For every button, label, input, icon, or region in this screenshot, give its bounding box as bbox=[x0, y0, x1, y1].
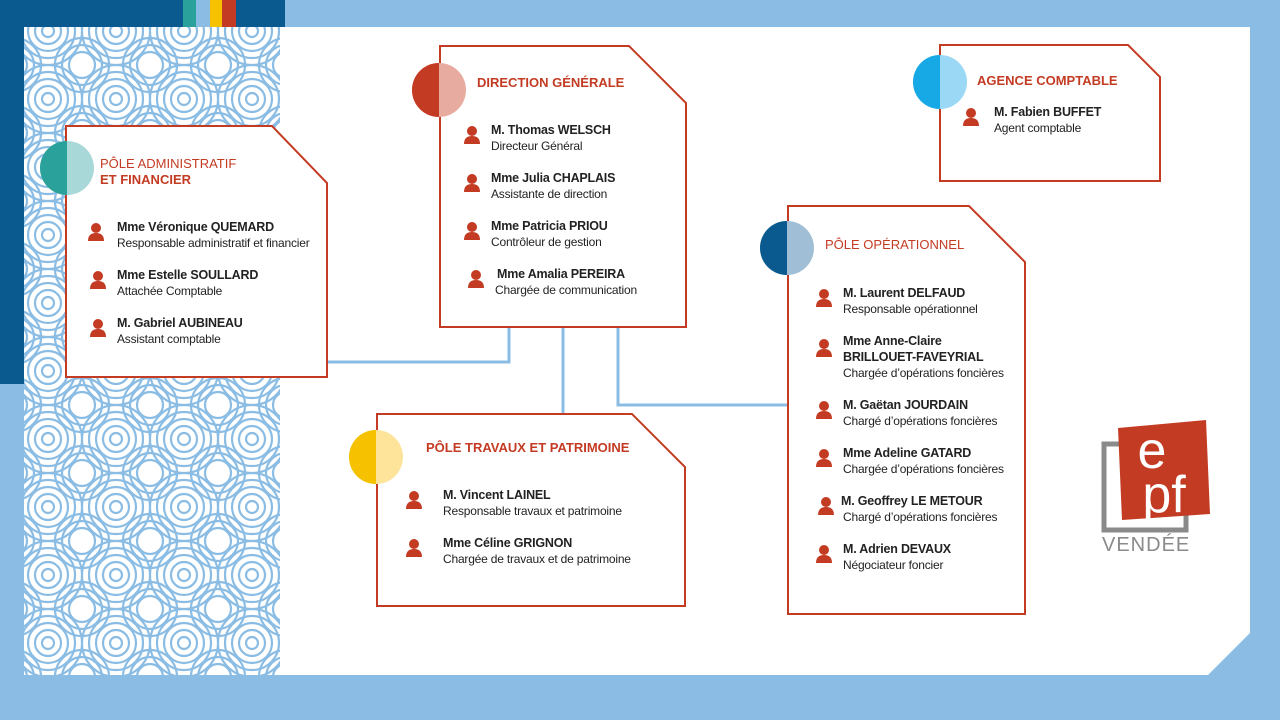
person-name: M. Thomas WELSCH bbox=[491, 123, 611, 137]
person-role: Chargé d’opérations foncières bbox=[843, 414, 998, 428]
person-role: Responsable travaux et patrimoine bbox=[443, 504, 622, 518]
person-icon bbox=[405, 538, 423, 558]
direction-title: DIRECTION GÉNÉRALE bbox=[477, 75, 625, 90]
person-role: Assistant comptable bbox=[117, 332, 221, 346]
person-name: Mme Estelle SOULLARD bbox=[117, 268, 259, 282]
admin-title-line1: PÔLE ADMINISTRATIF bbox=[100, 156, 237, 171]
person-name: M. Gabriel AUBINEAU bbox=[117, 316, 243, 330]
person-role: Directeur Général bbox=[491, 139, 583, 153]
person-name: M. Gaëtan JOURDAIN bbox=[843, 398, 968, 412]
person-name: M. Fabien BUFFET bbox=[994, 105, 1102, 119]
agence-title: AGENCE COMPTABLE bbox=[977, 73, 1118, 88]
person-role: Négociateur foncier bbox=[843, 558, 944, 572]
person-icon bbox=[405, 490, 423, 510]
admin-title-line2: ET FINANCIER bbox=[100, 172, 191, 187]
person-name: M. Adrien DEVAUX bbox=[843, 542, 951, 556]
person-name: Mme Amalia PEREIRA bbox=[497, 267, 625, 281]
person-role: Chargée de communication bbox=[495, 283, 637, 297]
person-role: Chargé d’opérations foncières bbox=[843, 510, 998, 524]
person-name: M. Geoffrey LE METOUR bbox=[841, 494, 983, 508]
person-role: Responsable opérationnel bbox=[843, 302, 978, 316]
person-name: Mme Véronique QUEMARD bbox=[117, 220, 274, 234]
logo-letters: e pf bbox=[1137, 422, 1186, 524]
person-name: Mme Patricia PRIOU bbox=[491, 219, 608, 233]
person-role: Chargée d’opérations foncières bbox=[843, 462, 1004, 476]
person-name: Mme Julia CHAPLAIS bbox=[491, 171, 616, 185]
person-name: M. Vincent LAINEL bbox=[443, 488, 551, 502]
person-name: Mme Adeline GATARD bbox=[843, 446, 972, 460]
operationnel-title: PÔLE OPÉRATIONNEL bbox=[825, 237, 965, 252]
person-role: Chargée de travaux et de patrimoine bbox=[443, 552, 631, 566]
travaux-title: PÔLE TRAVAUX ET PATRIMOINE bbox=[426, 440, 630, 455]
person-name: Mme Anne-Claire bbox=[843, 334, 942, 348]
person-role: Contrôleur de gestion bbox=[491, 235, 602, 249]
person-role: Responsable administratif et financier bbox=[117, 236, 310, 250]
logo-caption: VENDÉE bbox=[1102, 534, 1191, 556]
person-role: Chargée d’opérations foncières bbox=[843, 366, 1004, 380]
person-role: Attachée Comptable bbox=[117, 284, 223, 298]
person-name: Mme Céline GRIGNON bbox=[443, 536, 573, 550]
person-role: Agent comptable bbox=[994, 121, 1082, 135]
person-name-cont: BRILLOUET-FAVEYRIAL bbox=[843, 350, 984, 364]
person-role: Assistante de direction bbox=[491, 187, 608, 201]
person-name: M. Laurent DELFAUD bbox=[843, 286, 966, 300]
